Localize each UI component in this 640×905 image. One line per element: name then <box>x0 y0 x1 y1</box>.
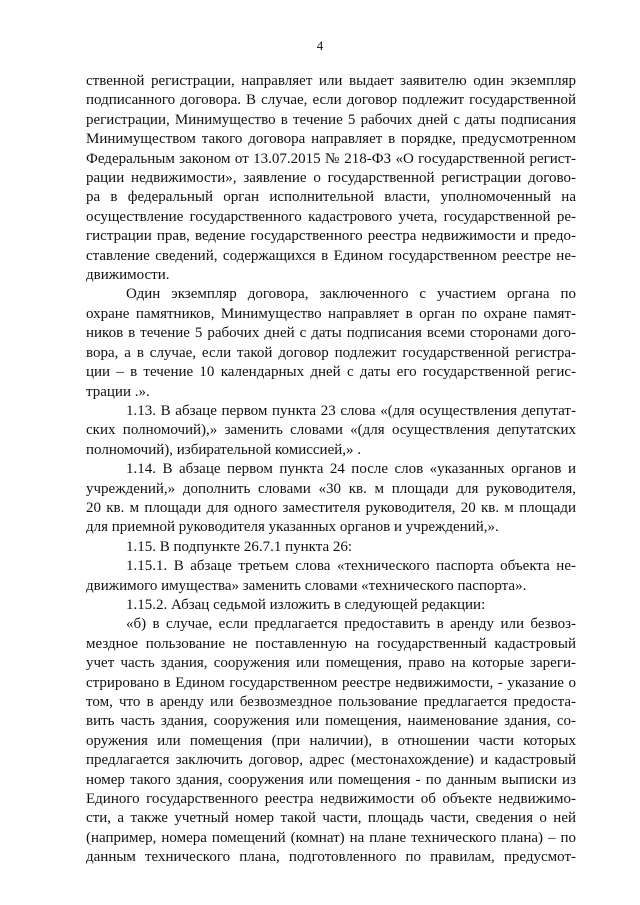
text-line: вора, а в случае, если такой договор подлежит государственной регистра- <box>86 344 576 361</box>
text-line: учреждений,» дополнить словами «30 кв. м площади для руководителя, <box>86 480 576 497</box>
text-line: регистрации, Минимущество в течение 5 рабочих дней с даты подписания <box>86 111 576 128</box>
text-line: ников в течение 5 рабочих дней с даты подписания всеми сторонами дого- <box>86 325 576 342</box>
text-line: номер такого здания, сооружения или помещения - по данным выписки из <box>86 771 576 788</box>
text-line: предлагается заключить договор, адрес (местонахождение) и кадастровый <box>86 752 576 769</box>
text-line: 20 кв. м площади для одного заместителя руководителя, 20 кв. м площади <box>86 499 576 516</box>
text-line: учет часть здания, сооружения или помещения, право на которые зареги- <box>86 655 576 672</box>
text-line: 1.15.1. В абзаце третьем слова «технического паспорта объекта не- <box>126 558 576 575</box>
text-line: мездное пользование не поставленную на государственный кадастровый <box>86 635 576 652</box>
text-line: 1.15.2. Абзац седьмой изложить в следующей редакции: <box>126 596 486 613</box>
text-line: ских полномочий),» заменить словами «(для осуществления депутатских <box>86 422 576 439</box>
text-line: рации недвижимости», заявление о государственной регистрации догово- <box>86 170 576 187</box>
text-line: том, что в аренду или безвозмездное пользование предлагается предоста- <box>86 694 576 710</box>
text-line: стрировано в Едином государственном реестре недвижимости, - указание о <box>86 674 576 691</box>
text-line: 1.14. В абзаце первом пункта 24 после слов «указанных органов и <box>126 461 576 478</box>
text-line: вить часть здания, сооружения или помещения, наименование здания, со- <box>86 713 576 730</box>
text-line: для приемной руководителя указанных органов и учреждений,». <box>86 519 499 536</box>
text-line: ции – в течение 10 календарных дней с даты его государственной регис- <box>86 364 576 381</box>
text-line: гистрации прав, ведение государственного реестра недвижимости и предо- <box>86 228 576 245</box>
text-line: «б) в случае, если предлагается предоставить в аренду или безвоз- <box>126 616 576 633</box>
text-line: 1.13. В абзаце первом пункта 23 слова «(для осуществления депутат- <box>126 402 576 419</box>
text-line: движимого имущества» заменить словами «технического паспорта». <box>86 577 527 594</box>
page-number: 4 <box>316 38 324 53</box>
text-line: данным технического плана, подготовленного по правилам, предусмот- <box>86 849 576 866</box>
text-line: полномочий), избирательной комиссией,» . <box>86 441 362 458</box>
text-line: сти, а также учетный номер такой части, площадь части, сведения о ней <box>86 810 576 827</box>
text-line: трации .». <box>86 383 150 400</box>
text-line: ственной регистрации, направляет или выдает заявителю один экземпляр <box>86 73 576 89</box>
text-line: Федеральным законом от 13.07.2015 № 218-ФЗ «О государственной регист- <box>86 150 576 167</box>
text-line: (например, номера помещений (комнат) на плане технического плана) – по <box>86 829 576 846</box>
text-line: Единого государственного реестра недвижимости об объекте недвижимо- <box>86 791 576 808</box>
text-line: ставление сведений, содержащихся в Едином государственном реестре не- <box>86 247 576 264</box>
text-line: 1.15. В подпункте 26.7.1 пункта 26: <box>126 538 353 555</box>
text-line: подписанного договора. В случае, если договор подлежит государственной <box>86 92 576 109</box>
text-line: ра в федеральный орган исполнительной власти, уполномоченный на <box>86 189 576 206</box>
text-line: движимости. <box>86 267 170 284</box>
text-line: оружения или помещения (при наличии), в отношении части которых <box>86 732 576 749</box>
text-line: осуществление государственного кадастрового учета, государственной ре- <box>86 208 576 225</box>
text-line: Один экземпляр договора, заключенного с участием органа по <box>126 286 576 303</box>
document-body <box>86 72 576 868</box>
text-line: охране памятников, Минимущество направляет в орган по охране памят- <box>86 305 576 322</box>
text-line: Минимуществом такого договора направляет в порядке, предусмотренном <box>86 131 576 148</box>
